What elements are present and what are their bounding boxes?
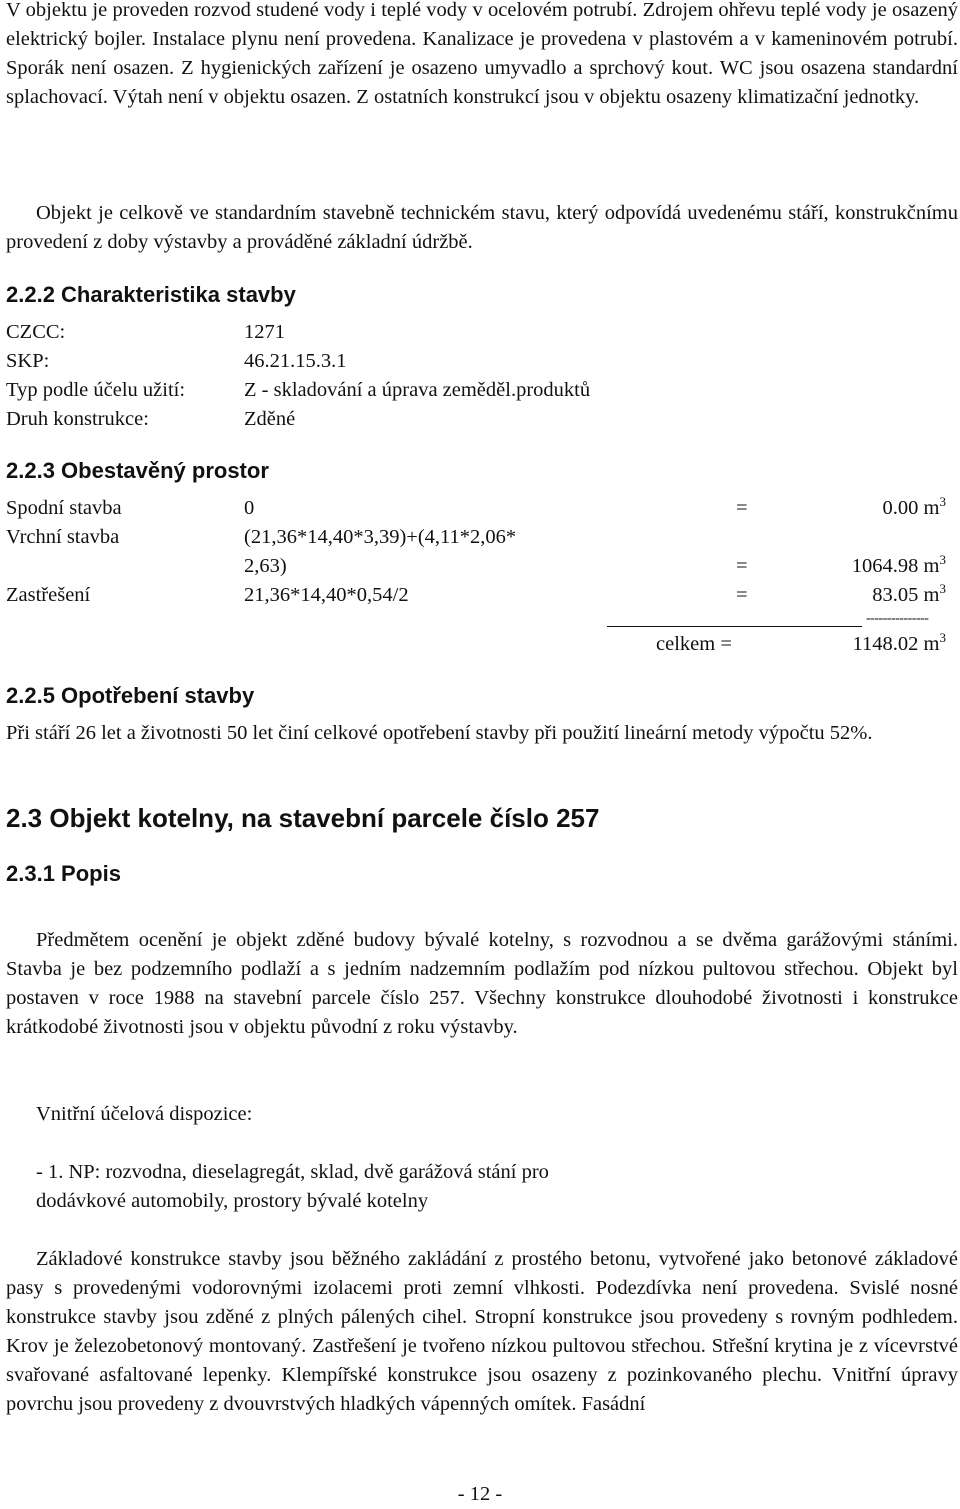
section-heading-223: 2.2.3 Obestavěný prostor (6, 458, 269, 483)
volume-formula-continued: 2,63) (244, 555, 287, 577)
char-label: CZCC: (6, 321, 66, 343)
section-heading-222: 2.2.2 Charakteristika stavby (6, 282, 296, 307)
total-value: 1148.02 (852, 633, 919, 655)
condition-paragraph: Objekt je celkově ve standardním stavebně technickém stavu, který odpovídá uvedenému stáří, konstrukčnímu provedení z doby výstavby a prováděné základní údržbě. (6, 202, 958, 253)
char-label: SKP: (6, 350, 50, 372)
volume-formula: 0 (244, 497, 255, 519)
section-heading-225: 2.2.5 Opotřebení stavby (6, 683, 255, 708)
dispozice-label: Vnitřní účelová dispozice: (36, 1103, 253, 1125)
section-heading-231: 2.3.1 Popis (6, 861, 121, 886)
equals-sign: = (736, 555, 748, 577)
construction-paragraph: Základové konstrukce stavby jsou běžného zakládání z prostého betonu, vytvořené jako betonové základové pasy s provedenými vodorovnými izolacemi proti zemní vlhkosti. Podezdívka není provedena. Svislé nosné konstrukce stavby jsou zděné z plných pálených cihel. Stropní konstrukce jsou provedeny s rovným podhledem. Krov je železobetonový montovaný. Zastřešení je tvořeno nízkou pultovou střechou. Střešní krytina je z vícevrstvé svařované asfaltované lepenky. Klempířské konstrukce jsou osazeny z pozinkovaného plechu. Vnitřní úpravy povrchu jsou provedeny z dvouvrstvých hladkých vápenných omítek. Fasádní (6, 1248, 958, 1415)
volume-row-zastreseni (6, 581, 946, 610)
volume-value: 83.05 (872, 584, 919, 606)
section-heading-23: 2.3 Objekt kotelny, na stavební parcele číslo 257 (6, 803, 600, 833)
wear-paragraph: Při stáří 26 let a životnosti 50 let činí celkové opotřebení stavby při použití lineární metody výpočtu 52%. (6, 722, 873, 744)
unit-exponent: 3 (939, 552, 946, 567)
volume-value: 0.00 (882, 497, 919, 519)
unit: m (923, 633, 940, 655)
dispozice-line: - 1. NP: rozvodna, dieselagregát, sklad, dvě garážová stání pro (36, 1161, 549, 1183)
char-label: Typ podle účelu užití: (6, 379, 186, 401)
volume-total-row (6, 630, 946, 659)
unit: m (923, 497, 940, 519)
unit-exponent: 3 (939, 494, 946, 509)
volume-label: Zastřešení (6, 584, 91, 606)
unit: m (923, 584, 940, 606)
unit-exponent: 3 (939, 581, 946, 596)
unit-exponent: 3 (939, 630, 946, 645)
volume-label: Vrchní stavba (6, 526, 120, 548)
equals-sign: = (736, 584, 748, 606)
volume-formula: (21,36*14,40*3,39)+(4,11*2,06* (244, 526, 517, 548)
volume-row-vrchni (6, 523, 946, 581)
char-label: Druh konstrukce: (6, 408, 149, 430)
unit: m (923, 555, 940, 577)
equals-sign: = (736, 497, 748, 519)
char-value: Zděné (244, 408, 296, 430)
sum-underline (607, 626, 862, 627)
char-value: 1271 (244, 321, 285, 343)
volume-formula: 21,36*14,40*0,54/2 (244, 584, 409, 606)
volume-value: 1064.98 (851, 555, 919, 577)
page-number: - 12 - (457, 1483, 503, 1505)
sum-dashes: --------------- (866, 611, 929, 626)
volume-row-spodni (6, 494, 946, 523)
char-value: Z - skladování a úprava zeměděl.produktů (244, 379, 591, 401)
description-paragraph: Předmětem ocenění je objekt zděné budovy bývalé kotelny, s rozvodnou a se dvěma garážovými stáními. Stavba je bez podzemního podlaží a s jedním nadzemním podlažím pod nízkou pultovou střechou. Objekt byl postaven v roce 1988 na stavební parcele číslo 257. Všechny konstrukce dlouhodobé životnosti i konstrukce krátkodobé životnosti jsou v objektu původní z roku výstavby. (6, 929, 958, 1038)
total-label: celkem = (656, 633, 732, 655)
intro-paragraph: V objektu je proveden rozvod studené vody i teplé vody v ocelovém potrubí. Zdrojem ohřevu teplé vody je osazený elektrický bojler. Instalace plynu není provedena. Kanalizace je provedena v plastovém a v kameninovém potrubí. Sporák není osazen. Z hygienických zařízení je osazeno umyvadlo a sprchový kout. WC jsou osazena standardní splachovací. Výtah není v objektu osazen. Z ostatních konstrukcí jsou v objektu osazeny klimatizační jednotky. (6, 0, 958, 108)
dispozice-line: dodávkové automobily, prostory bývalé kotelny (36, 1190, 429, 1212)
char-value: 46.21.15.3.1 (244, 350, 347, 372)
volume-label: Spodní stavba (6, 497, 122, 519)
